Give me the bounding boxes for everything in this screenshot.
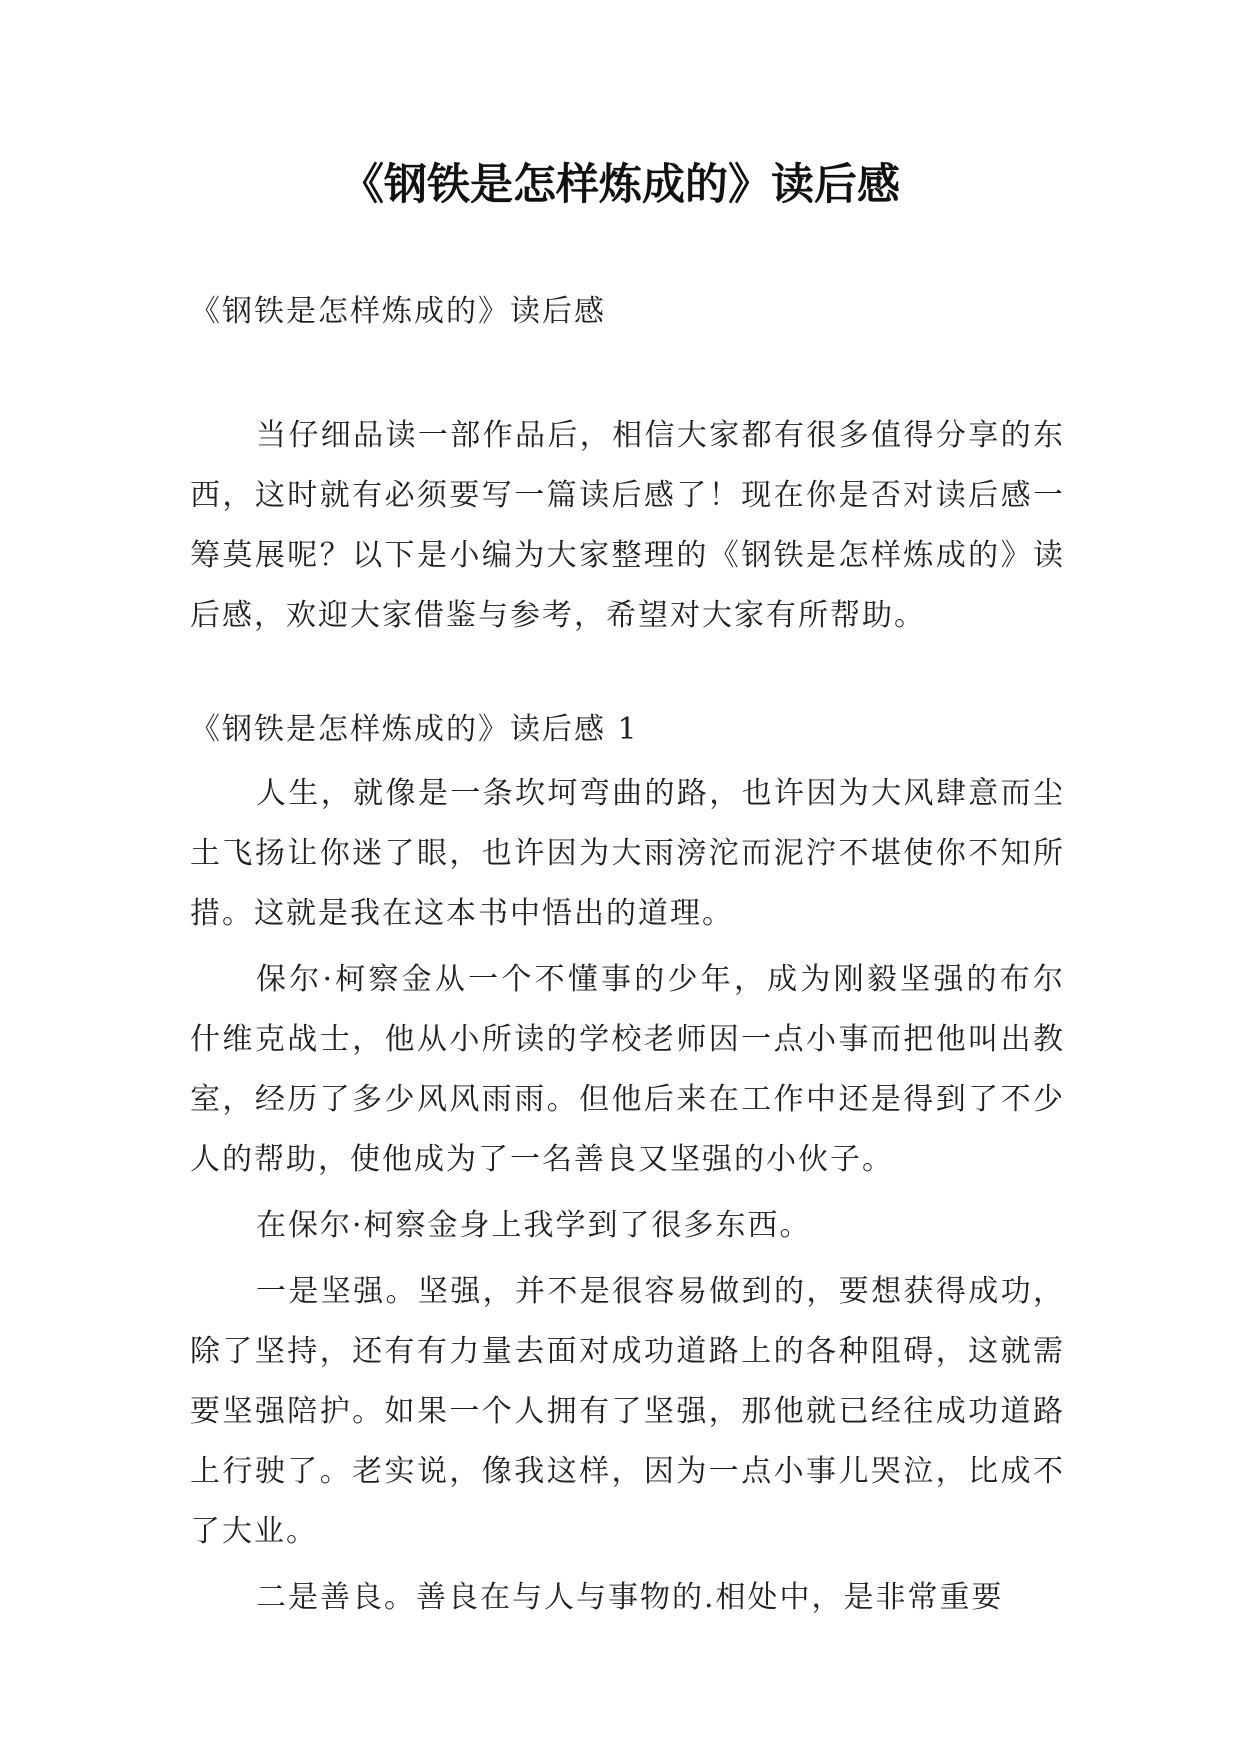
section-heading: 《钢铁是怎样炼成的》读后感 1: [190, 712, 639, 747]
document-body: [190, 290, 1065, 1634]
body-paragraph: 在保尔·柯察金身上我学到了很多东西。: [256, 1208, 812, 1243]
body-paragraph: 二是善良。善良在与人与事物的.相处中，是非常重要: [256, 1580, 1004, 1615]
intro-paragraph: 当仔细品读一部作品后，相信大家都有很多值得分享的东西，这时就有必须要写一篇读后感了！现在你是否对读后感一筹莫展呢？以下是小编为大家整理的《钢铁是怎样炼成的》读后感，欢迎大家借鉴与参考，希望对大家有所帮助。: [190, 418, 1065, 633]
body-paragraph: 一是坚强。坚强，并不是很容易做到的，要想获得成功，除了坚持，还有有力量去面对成功道路上的各种阻碍，这就需要坚强陪护。如果一个人拥有了坚强，那他就已经往成功道路上行驶了。老实说，像我这样，因为一点小事儿哭泣，比成不了大业。: [190, 1274, 1065, 1549]
body-paragraph: 保尔·柯察金从一个不懂事的少年，成为刚毅坚强的布尔什维克战士，他从小所读的学校老师因一点小事而把他叫出教室，经历了多少风风雨雨。但他后来在工作中还是得到了不少人的帮助，使他成为了一名善良又坚强的小伙子。: [190, 962, 1065, 1177]
body-paragraph: 人生，就像是一条坎坷弯曲的路，也许因为大风肆意而尘土飞扬让你迷了眼，也许因为大雨滂沱而泥泞不堪使你不知所措。这就是我在这本书中悟出的道理。: [190, 776, 1065, 931]
subheading: 《钢铁是怎样炼成的》读后感: [190, 294, 606, 329]
document-title: 《钢铁是怎样炼成的》读后感: [341, 160, 900, 210]
